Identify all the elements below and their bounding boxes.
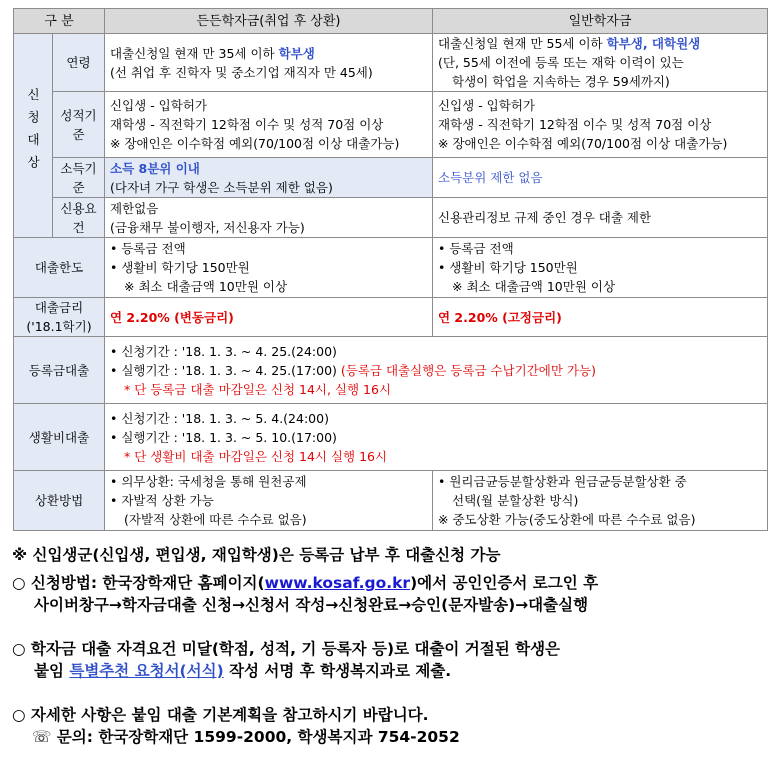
- note-rejected: ○ 학자금 대출 자격요건 미달(학점, 성적, 기 등록자 등)로 대출이 거절된 학생은: [12, 640, 561, 658]
- note-special-request: 붙임 특별추천 요청서(서식) 작성 서명 후 학생복지과로 제출.: [34, 662, 452, 680]
- grade-general: 신입생 - 입학허가 재학생 - 직전학기 12학점 이수 및 성적 70점 이상 ※ 장애인은 이수학점 예외(70/100점 이상 대출가능): [433, 92, 768, 158]
- row-label-age: 연령: [53, 34, 105, 92]
- limit-general: • 등록금 전액 • 생활비 학기당 150만원 ※ 최소 대출금액 10만원 이상: [433, 238, 768, 298]
- limit-dundun: • 등록금 전액 • 생활비 학기당 150만원 ※ 최소 대출금액 10만원 이상: [105, 238, 433, 298]
- living-period: • 신청기간 : '18. 1. 3. ~ 5. 4.(24:00) • 실행기간 : '18. 1. 3. ~ 5. 10.(17:00) * 단 생활비 대출 마감일은 신청 14시 실행 16시: [105, 404, 768, 471]
- row-label-credit: 신용요건: [53, 198, 105, 238]
- kosaf-link[interactable]: www.kosaf.go.kr: [264, 574, 411, 592]
- row-label-living: 생활비대출: [14, 404, 105, 471]
- note-details: ○ 자세한 사항은 붙임 대출 기본계획을 참고하시기 바랍니다.: [12, 706, 429, 724]
- repay-dundun: • 의무상환: 국세청을 통해 원천공제 • 자발적 상환 가능 (자발적 상환에 따른 수수료 없음): [105, 471, 433, 531]
- group-label-eligibility: 신청대상: [14, 34, 53, 238]
- grade-dundun: 신입생 - 입학허가 재학생 - 직전학기 12학점 이수 및 성적 70점 이상 ※ 장애인은 이수학점 예외(70/100점 이상 대출가능): [105, 92, 433, 158]
- special-recommendation-form-link[interactable]: 특별추천 요청서(서식): [69, 662, 224, 680]
- header-category: 구 분: [14, 9, 105, 34]
- note-apply-steps: 사이버창구→학자금대출 신청→신청서 작성→신청완료→승인(문자발송)→대출실행: [34, 596, 589, 614]
- note-freshman: ※ 신입생군(신입생, 편입생, 재입학생)은 등록금 납부 후 대출신청 가능: [12, 546, 501, 564]
- row-label-repay: 상환방법: [14, 471, 105, 531]
- notes-section: [12, 544, 772, 748]
- row-label-tuition: 등록금대출: [14, 337, 105, 404]
- row-label-income: 소득기준: [53, 158, 105, 198]
- header-general-loan: 일반학자금: [433, 9, 768, 34]
- age-general: 대출신청일 현재 만 55세 이하 학부생, 대학원생 (단, 55세 이전에 등록 또는 재학 이력이 있는 학생이 학업을 지속하는 경우 59세까지): [433, 34, 768, 92]
- rate-general: 연 2.20% (고정금리): [433, 298, 768, 337]
- age-dundun: 대출신청일 현재 만 35세 이하 학부생 (선 취업 후 진학자 및 중소기업 재직자 만 45세): [105, 34, 433, 92]
- row-label-rate: 대출금리 ('18.1학기): [14, 298, 105, 337]
- row-label-grade: 성적기준: [53, 92, 105, 158]
- credit-dundun: 제한없음 (금융채무 불이행자, 저신용자 가능): [105, 198, 433, 238]
- row-label-limit: 대출한도: [14, 238, 105, 298]
- note-apply-method: ○ 신청방법: 한국장학재단 홈페이지(www.kosaf.go.kr)에서 공인인증서 로그인 후: [12, 574, 599, 592]
- tuition-period: • 신청기간 : '18. 1. 3. ~ 4. 25.(24:00) • 실행기간 : '18. 1. 3. ~ 4. 25.(17:00) (등록금 대출실행은 등록금 수납기간에만 가능) * 단 등록금 대출 마감일은 신청 14시, 실행 16시: [105, 337, 768, 404]
- header-dundun-loan: 든든학자금(취업 후 상환): [105, 9, 433, 34]
- credit-general: 신용관리정보 규제 중인 경우 대출 제한: [433, 198, 768, 238]
- repay-general: • 원리금균등분할상환과 원금균등분할상환 중 선택(월 분할상환 방식) ※ 중도상환 가능(중도상환에 따른 수수료 없음): [433, 471, 768, 531]
- note-contact: ☏ 문의: 한국장학재단 1599-2000, 학생복지과 754-2052: [32, 728, 460, 746]
- income-general: 소득분위 제한 없음: [433, 158, 768, 198]
- income-dundun: 소득 8분위 이내 (다자녀 가구 학생은 소득분위 제한 없음): [105, 158, 433, 198]
- loan-comparison-table: [13, 8, 768, 531]
- rate-dundun: 연 2.20% (변동금리): [105, 298, 433, 337]
